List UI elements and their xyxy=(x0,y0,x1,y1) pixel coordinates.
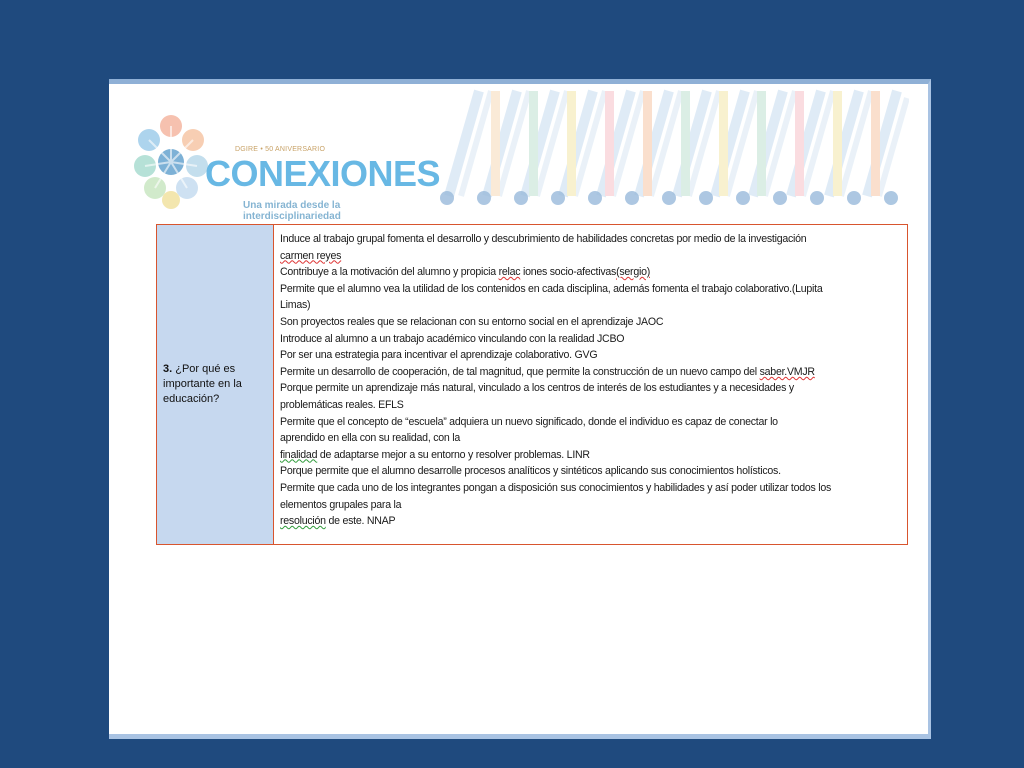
answer-line xyxy=(280,297,897,314)
answer-text: iones socio-afectivas xyxy=(520,266,617,279)
answer-line xyxy=(280,264,897,281)
question-cell xyxy=(157,225,274,545)
logo-title: CONEXIONES xyxy=(205,153,441,194)
answer-line xyxy=(280,248,897,265)
answer-line xyxy=(280,430,897,447)
answer-line xyxy=(280,314,897,331)
answer-text: saber.VMJR xyxy=(759,365,815,378)
question-text: ¿Por qué es importante en la educación? xyxy=(163,363,242,405)
answers-cell xyxy=(274,225,908,545)
answer-line xyxy=(280,347,897,364)
answer-text: Son proyectos reales que se relacionan con su entorno social en el aprendizaje JAOC xyxy=(280,315,664,328)
answer-line xyxy=(280,281,897,298)
answer-line xyxy=(280,364,897,381)
answer-text: Porque permite un aprendizaje más natural, vinculado a los centros de interés de los estudiantes y a necesidades y xyxy=(280,382,794,395)
answer-text: Porque permite que el alumno desarrolle procesos analíticos y sintéticos aplicando sus conocimientos holísticos. xyxy=(280,465,781,478)
answer-text: (sergio) xyxy=(616,266,650,279)
answer-text: problemáticas reales. EFLS xyxy=(280,398,404,411)
logo-anniversary-tagline: DGIRE • 50 ANIVERSARIO xyxy=(235,146,326,153)
answer-text: de este. NNAP xyxy=(325,515,396,528)
answer-text: de adaptarse mejor a su entorno y resolver problemas. LINR xyxy=(317,448,590,461)
answer-line xyxy=(280,231,897,248)
logo-subtitle: Una mirada desde la interdisciplinariedad xyxy=(243,200,341,222)
answer-text: Introduce al alumno a un trabajo académico vinculando con la realidad JCBO xyxy=(280,332,625,345)
answer-text: carmen reyes xyxy=(280,249,342,262)
answer-line xyxy=(280,380,897,397)
answer-text: finalidad xyxy=(280,448,318,461)
answer-line xyxy=(280,414,897,431)
answer-text: Permite que el alumno vea la utilidad de los contenidos en cada disciplina, además fomenta el trabajo colaborativo.(Lupita xyxy=(280,282,823,295)
answer-text: Permite que cada uno de los integrantes pongan a disposición sus conocimientos y habilidades y así poder utilizar todos los xyxy=(280,481,832,494)
answer-line xyxy=(280,397,897,414)
decorative-stripes xyxy=(439,86,909,211)
question-number: 3. xyxy=(163,363,173,375)
answer-text: Permite un desarrollo de cooperación, de tal magnitud, que permite la construcción de un nuevo campo del xyxy=(280,365,760,378)
answer-text: Contribuye a la motivación del alumno y propicia xyxy=(280,266,499,279)
answer-line xyxy=(280,447,897,464)
answer-text: Limas) xyxy=(280,299,311,312)
table-row xyxy=(157,225,908,545)
answer-line xyxy=(280,513,897,530)
answer-line xyxy=(280,331,897,348)
answers-list xyxy=(280,231,897,530)
conexiones-logo xyxy=(133,104,441,222)
interdisciplinary-emblem-icon xyxy=(133,104,209,214)
answer-text: aprendido en ella con su realidad, con la xyxy=(280,432,460,445)
question-answer-table xyxy=(156,224,908,545)
slide xyxy=(109,79,931,739)
answer-text: relac xyxy=(498,266,521,279)
answer-line xyxy=(280,463,897,480)
answer-text: Por ser una estrategia para incentivar el aprendizaje colaborativo. GVG xyxy=(280,349,598,362)
answer-text: Induce al trabajo grupal fomenta el desarrollo y descubrimiento de habilidades concretas por medio de la investigación xyxy=(280,233,807,245)
answer-text: Permite que el concepto de “escuela” adquiera un nuevo significado, donde el individuo es capaz de conectar lo xyxy=(280,415,778,428)
answer-text: resolución xyxy=(280,515,326,528)
answer-line xyxy=(280,480,897,497)
answer-line xyxy=(280,497,897,514)
answer-text: elementos grupales para la xyxy=(280,498,402,511)
